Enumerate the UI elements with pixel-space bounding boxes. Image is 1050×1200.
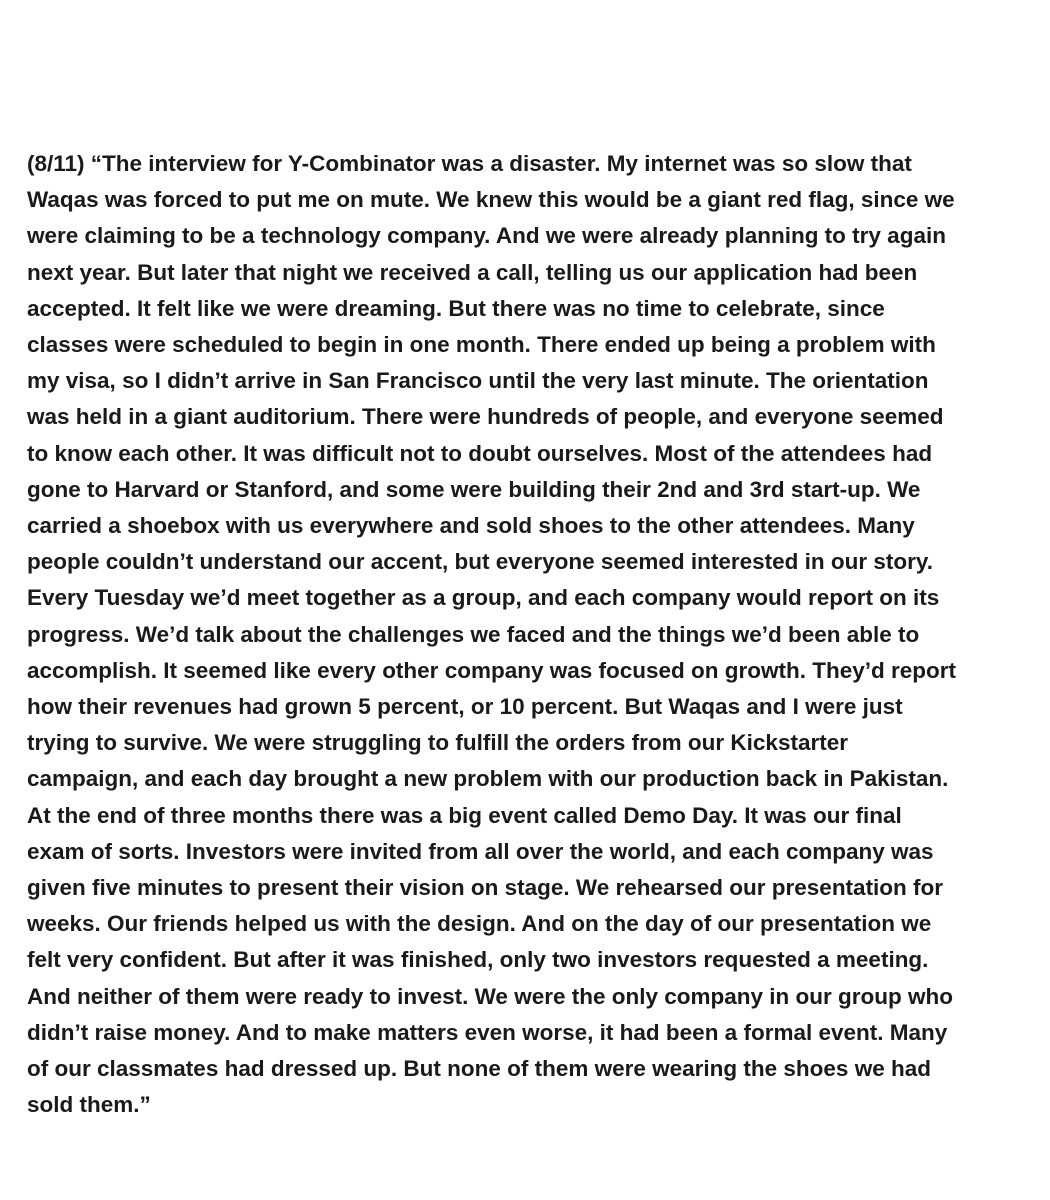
text-line: (8/11) “The interview for Y-Combinator was a disaster. My internet was so slow that [27, 151, 912, 176]
text-line: trying to survive. We were struggling to fulfill the orders from our Kickstarter [27, 730, 848, 756]
text-line: given five minutes to present their vision on stage. We rehearsed our presentation for [27, 875, 944, 901]
text-line: sold them.” [27, 1092, 151, 1118]
text-line: to know each other. It was difficult not to doubt ourselves. Most of the attendees had [27, 440, 933, 466]
text-line: next year. But later that night we received a call, telling us our application had been [27, 259, 918, 285]
text-line: classes were scheduled to begin in one month. There ended up being a problem with [27, 332, 936, 358]
text-line: exam of sorts. Investors were invited from all over the world, and each company was [27, 838, 934, 864]
text-line: felt very confident. But after it was finished, only two investors requested a meeting. [27, 947, 929, 973]
text-line: campaign, and each day brought a new problem with our production back in Pakistan. [27, 766, 949, 792]
text-line: didn’t raise money. And to make matters even worse, it had been a formal event. Many [27, 1019, 948, 1045]
story-text [27, 146, 1032, 1123]
text-line: how their revenues had grown 5 percent, or 10 percent. But Waqas and I were just [27, 694, 903, 720]
text-line: Every Tuesday we’d meet together as a group, and each company would report on its [27, 585, 940, 611]
text-line: weeks. Our friends helped us with the design. And on the day of our presentation we [27, 911, 932, 937]
text-line: were claiming to be a technology company. And we were already planning to try again [27, 223, 946, 249]
text-line: my visa, so I didn’t arrive in San Francisco until the very last minute. The orientation [27, 368, 929, 394]
text-line: was held in a giant auditorium. There were hundreds of people, and everyone seemed [27, 404, 944, 430]
text-line: accomplish. It seemed like every other company was focused on growth. They’d report [27, 657, 957, 683]
text-line: progress. We’d talk about the challenges we faced and the things we’d been able to [27, 621, 920, 647]
text-line: carried a shoebox with us everywhere and sold shoes to the other attendees. Many [27, 513, 915, 539]
text-line: of our classmates had dressed up. But none of them were wearing the shoes we had [27, 1056, 931, 1082]
text-line: At the end of three months there was a big event called Demo Day. It was our final [27, 802, 902, 828]
text-line: people couldn’t understand our accent, but everyone seemed interested in our story. [27, 549, 934, 575]
text-line: Waqas was forced to put me on mute. We knew this would be a giant red flag, since we [27, 187, 955, 213]
text-line: And neither of them were ready to invest. We were the only company in our group who [27, 983, 953, 1009]
text-line: gone to Harvard or Stanford, and some were building their 2nd and 3rd start-up. We [27, 476, 921, 502]
text-line: accepted. It felt like we were dreaming. But there was no time to celebrate, since [27, 295, 885, 321]
